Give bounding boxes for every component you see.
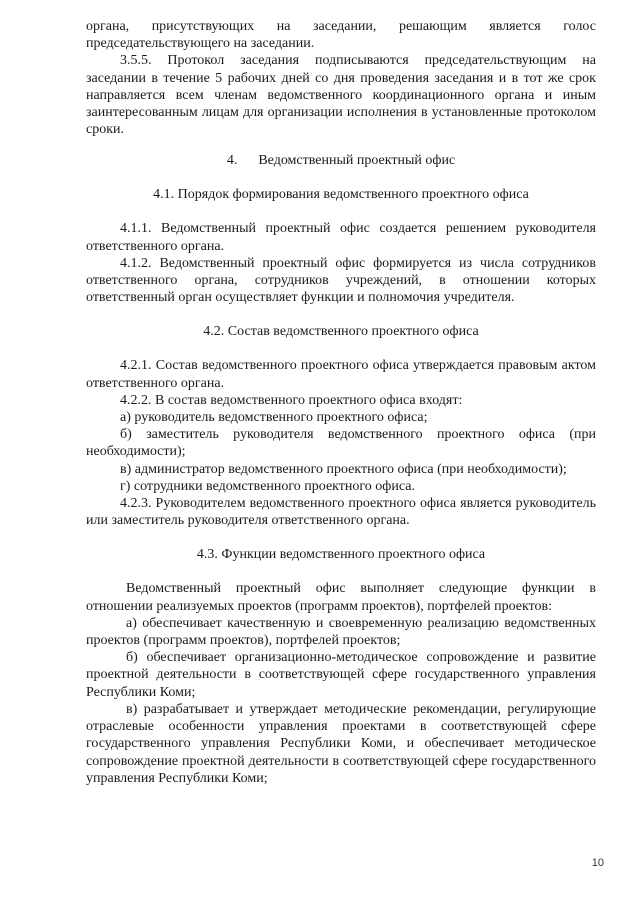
list-item-g: г) сотрудники ведомственного проектного офиса.	[120, 478, 415, 494]
paragraph-4-1-1: 4.1.1. Ведомственный проектный офис создается решением руководителя ответственного органа.	[86, 221, 596, 254]
list-item-a: а) руководитель ведомственного проектного офиса;	[120, 410, 428, 426]
paragraph-continuation: органа, присутствующих на заседании, решающим является голос председательствующего на заседании.	[86, 19, 596, 52]
paragraph-4-2-1: 4.2.1. Состав ведомственного проектного офиса утверждается правовым актом ответственного органа.	[86, 358, 596, 391]
section-4-heading	[86, 152, 596, 169]
list-item-b: б) заместитель руководителя ведомственного проектного офиса (при необходимости);	[86, 427, 596, 460]
section-4-title: Ведомственный проектный офис	[258, 153, 456, 169]
paragraph-4-2-2: 4.2.2. В состав ведомственного проектного офиса входят:	[120, 392, 463, 408]
page-number: 10	[591, 857, 604, 869]
function-item-a: а) обеспечивает качественную и своевременную реализацию ведомственных проектов (программ проектов), портфелей проектов;	[86, 615, 596, 649]
paragraph-4-2-3: 4.2.3. Руководителем ведомственного проектного офиса является руководитель или заместитель руководителя ответственного органа.	[86, 496, 596, 529]
document-page	[86, 18, 596, 787]
list-item-v: в) администратор ведомственного проектного офиса (при необходимости);	[120, 461, 567, 477]
function-item-b: б) обеспечивает организационно-методическое сопровождение и развитие проектной деятельности в соответствующей сфере государственного управления Республики Коми;	[86, 650, 596, 700]
section-4-3-heading: 4.3. Функции ведомственного проектного офиса	[196, 547, 486, 563]
section-4-1-heading: 4.1. Порядок формирования ведомственного проектного офиса	[153, 187, 529, 203]
paragraph-4-1-2: 4.1.2. Ведомственный проектный офис формируется из числа сотрудников ответственного органа, сотрудников учреждений, в отношении которых ответственный орган осуществляет функции и полномочия учредителя.	[86, 255, 596, 306]
function-item-v: в) разрабатывает и утверждает методические рекомендации, регулирующие отраслевые особенности управления проектами в соответствующей сфере государственного управления Республики Коми, и обеспечивает методическое сопровождение проектной деятельности в соответствующей сфере государственного управления Республики Коми;	[86, 701, 596, 786]
section-4-number: 4.	[226, 153, 238, 169]
paragraph-3-5-5: 3.5.5. Протокол заседания подписываются председательствующим на заседании в течение 5 рабочих дней со дня проведения заседания и в тот же срок направляется всем членам ведомственного координационного органа и иным заинтересованным лицам для организации исполнения в установленные протоколом сроки.	[86, 53, 596, 138]
paragraph-4-3-intro: Ведомственный проектный офис выполняет следующие функции в отношении реализуемых проектов (программ проектов), портфелей проектов:	[86, 581, 596, 614]
section-4-2-heading: 4.2. Состав ведомственного проектного офиса	[203, 324, 479, 340]
